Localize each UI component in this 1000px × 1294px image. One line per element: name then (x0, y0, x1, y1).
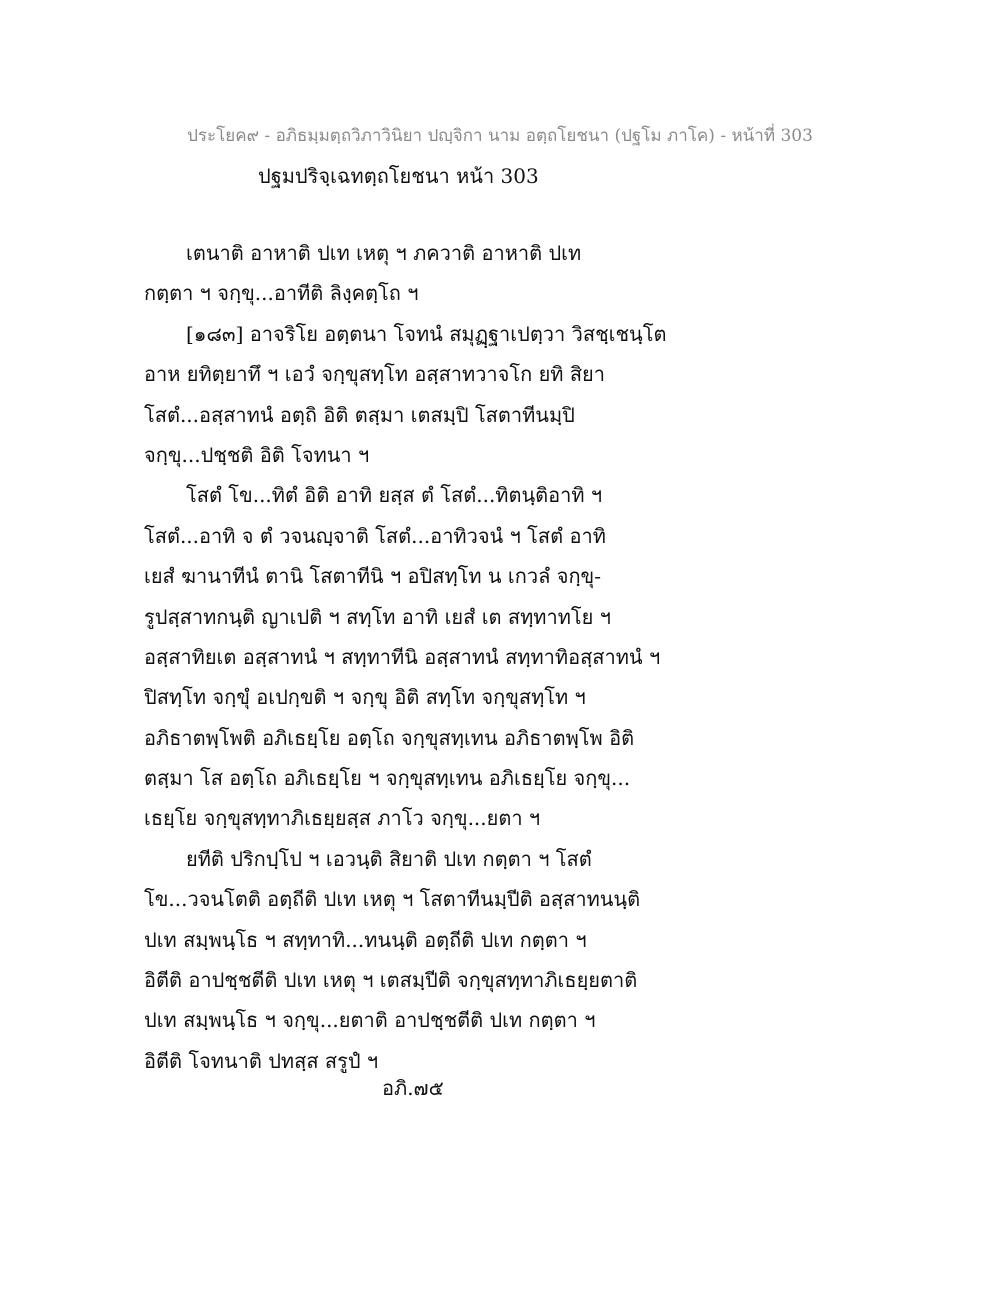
text-line: รูปสฺสาทกนฺติ ญาเปติ ฯ สทฺโท อาทิ เยสํ เต สทฺทาทโย ฯ (144, 604, 611, 629)
text-line: เตนาติ อาหาติ ปเท เหตุ ฯ ภควาติ อาหาติ ปเท (186, 241, 582, 265)
text-line: เธยฺโย จกฺขุสทฺทาภิเธยฺยสฺส ภาโว จกฺขุ...ยตา ฯ (144, 806, 541, 831)
text-line: กตฺตา ฯ จกฺขุ...อาทีติ ลิงฺคตฺโถ ฯ (144, 281, 419, 306)
text-line: ปิสทฺโท จกฺขุํ อเปกฺขติ ฯ จกฺขุ อิติ สทฺโท จกฺขุสทฺโท ฯ (144, 685, 586, 710)
running-header (0, 122, 1000, 149)
text-line: ปเท สมฺพนฺโธ ฯ จกฺขุ...ยตาติ อาปชฺชตีติ ปเท กตฺตา ฯ (144, 1008, 596, 1033)
text-line: โข...วจนโตติ อตฺถีติ ปเท เหตุ ฯ โสตาทีนมฺปีติ อสฺสาทนนฺติ (144, 887, 641, 912)
text-line: [๑๘๓] อาจริโย อตฺตนา โจทนํ สมุฏฺฐาเปตฺวา วิสชฺเชนฺโต (186, 321, 667, 346)
text-line: เยสํ ฆานาทีนํ ตานิ โสตาทีนิ ฯ อปิสทฺโท น เกวลํ จกฺขุ- (144, 564, 601, 589)
chapter-title: ปฐมปริจฺเฉทตฺถโยชนา หน้า 303 (258, 164, 539, 188)
text-line: อาห ยทิตฺยาทึ ฯ เอวํ จกฺขุสทฺโท อสฺสาทวาจโก ยทิ สิยา (144, 362, 606, 387)
text-line: โสตํ...อสฺสาทนํ อตฺถิ อิติ ตสฺมา เตสมฺปิ โสตาทีนมฺปิ (144, 402, 575, 427)
page-marker: อภิ.๗๕ (382, 1076, 444, 1100)
text-line: อิตีติ อาปชฺชตีติ ปเท เหตุ ฯ เตสมฺปีติ จกฺขุสทฺทาภิเธยฺยตาติ (144, 968, 638, 993)
body-text (144, 237, 884, 1085)
text-line: โสตํ...อาทิ จ ตํ วจนญฺจาติ โสตํ...อาทิวจนํ ฯ โสตํ อาทิ (144, 523, 606, 548)
running-header-text: ประโยค๙ - อภิธมฺมตฺถวิภาวินิยา ปญฺจิกา นาม อตฺถโยชนา (ปฐโม ภาโค) - หน้าที่ 303 (187, 126, 813, 146)
text-line: ตสฺมา โส อตฺโถ อภิเธยฺโย ฯ จกฺขุสทฺเทน อภิเธยฺโย จกฺขุ... (144, 766, 631, 791)
text-line: อสฺสาทิยเต อสฺสาทนํ ฯ สทฺทาทีนิ อสฺสาทนํ สทฺทาทิอสฺสาทนํ ฯ (144, 644, 661, 669)
text-line: โสตํ โข...ทิตํ อิติ อาทิ ยสฺส ตํ โสตํ...ทิตนฺติอาทิ ฯ (186, 483, 603, 508)
text-line: จกฺขุ...ปชฺชติ อิติ โจทนา ฯ (144, 442, 370, 467)
text-line: อิตีติ โจทนาติ ปทสฺส สรูปํ ฯ (144, 1048, 379, 1073)
text-line: อภิธาตพฺโพติ อภิเธยฺโย อตฺโถ จกฺขุสทฺเทน อภิธาตพฺโพ อิติ (144, 725, 635, 750)
text-line: ปเท สมฺพนฺโธ ฯ สทฺทาทิ...ทนนฺติ อตฺถีติ ปเท กตฺตา ฯ (144, 927, 587, 952)
text-line: ยทีติ ปริกปฺโป ฯ เอวนฺติ สิยาติ ปเท กตฺตา ฯ โสตํ (186, 846, 592, 871)
